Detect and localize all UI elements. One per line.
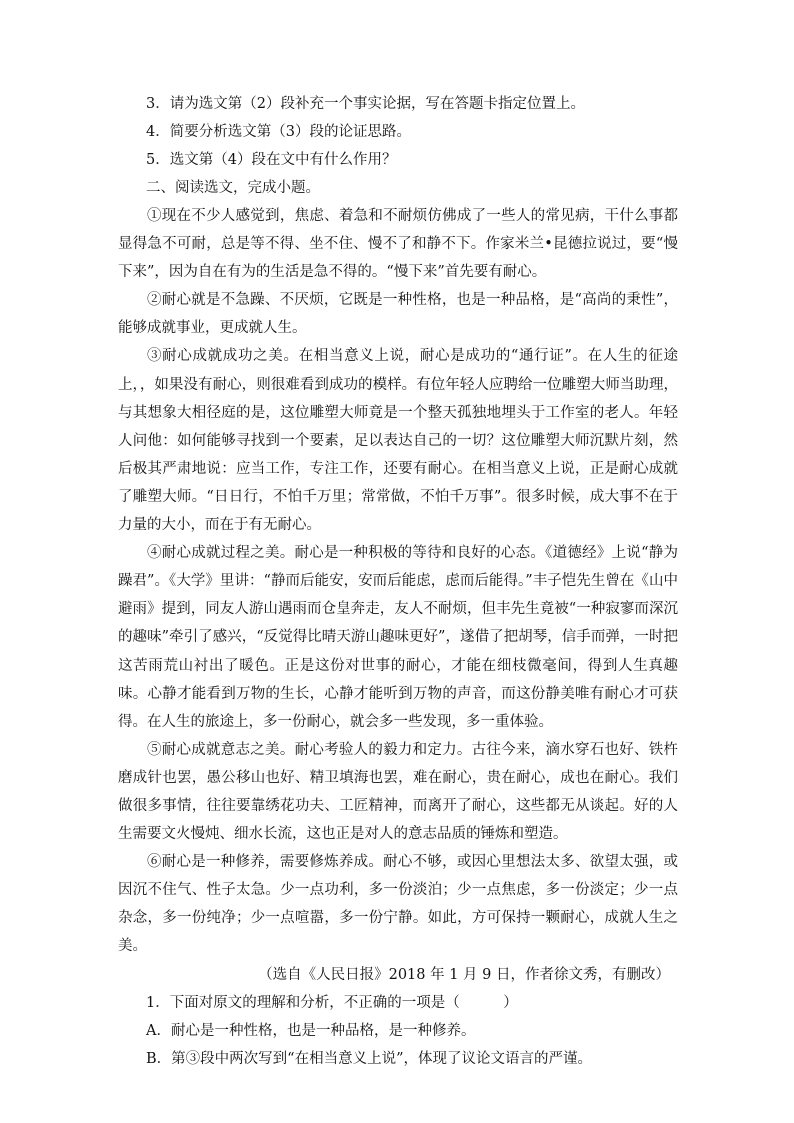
question-5: 5．选文第（4）段在文中有什么作用？ [146, 152, 397, 168]
option-b: B．第③段中两次写到“在相当意义上说”，体现了议论文语言的严谨。 [146, 1050, 592, 1067]
document-page [118, 90, 678, 1073]
source-citation: （选自《人民日报》2018 年 1 月 9 日，作者徐文秀，有删改） [258, 966, 670, 983]
section-heading: 二、阅读选文，完成小题。 [146, 180, 320, 196]
paragraph-4: ④耐心成就过程之美。耐心是一种积极的等待和良好的心态。《道德经》上说“静为躁君”。《大学》里讲：“静而后能安，安而后能虑，虑而后能得。”丰子恺先生曾在《山中避雨》提到，同友人游山遇雨而仓皇奔走，友人不耐烦，但丰先生竟被“一种寂寥而深沉的趣味”牵引了感兴，“反觉得比晴天游山趣味更好”，遂借了把胡琴，信手而弹，一时把这苦雨荒山衬出了暖色。正是这份对世事的耐心，才能在细枝微毫间，得到人生真趣味。心静才能看到万物的生长，心静才能听到万物的声音，而这份静美唯有耐心才可获得。在人生的旅途上，多一份耐心，就会多一些发现，多一重体验。 [118, 545, 678, 730]
paragraph-3: ③耐心成就成功之美。在相当意义上说，耐心是成功的“通行证”。在人生的征途上，，如果没有耐心，则很难看到成功的模样。有位年轻人应聘给一位雕塑大师当助理，与其想象大相径庭的是，这位雕塑大师竟是一个整天孤独地埋头于工作室的老人。年轻人问他：如何能够寻找到一个要素，足以表达自己的一切？这位雕塑大师沉默片刻，然后极其严肃地说：应当工作，专注工作，还要有耐心。在相当意义上说，正是耐心成就了雕塑大师。“日日行，不怕千万里；常常做，不怕千万事”。很多时候，成大事不在于力量的大小，而在于有无耐心。 [118, 348, 678, 534]
question-4: 4．简要分析选文第（3）段的论证思路。 [146, 124, 411, 140]
paragraph-6: ⑥耐心是一种修养，需要修炼养成。耐心不够，或因心里想法太多、欲望太强，或因沉不住气、性子太急。少一点功利，多一份淡泊；少一点焦虑，多一份淡定；少一点杂念，多一份纯净；少一点喧嚣，多一份宁静。如此，方可保持一颗耐心，成就人生之美。 [118, 854, 678, 955]
option-a: A．耐心是一种性格，也是一种品格，是一种修养。 [146, 1022, 476, 1039]
paragraph-1: ①现在不少人感觉到，焦虑、着急和不耐烦仿佛成了一些人的常见病，干什么事都显得急不可耐，总是等不得、坐不住、慢不了和静不下。作家米兰•昆德拉说过，要“慢下来”，因为自在有为的生活是急不得的。“慢下来”首先要有耐心。 [118, 208, 678, 281]
paragraph-2: ②耐心就是不急躁、不厌烦，它既是一种性格，也是一种品格，是“高尚的秉性”，能够成就事业，更成就人生。 [118, 292, 678, 337]
question-1: 1．下面对原文的理解和分析，不正确的一项是（ ） [146, 994, 518, 1011]
paragraph-5: ⑤耐心成就意志之美。耐心考验人的毅力和定力。古往今来，滴水穿石也好、铁杵磨成针也罢，愚公移山也好、精卫填海也罢，难在耐心，贵在耐心，成也在耐心。我们做很多事情，往往要靠绣花功夫、工匠精神，而离开了耐心，这些都无从谈起。好的人生需要文火慢炖、细水长流，这也正是对人的意志品质的锤炼和塑造。 [118, 741, 678, 843]
question-3: 3．请为选文第（2）段补充一个事实论据，写在答题卡指定位置上。 [146, 96, 585, 112]
